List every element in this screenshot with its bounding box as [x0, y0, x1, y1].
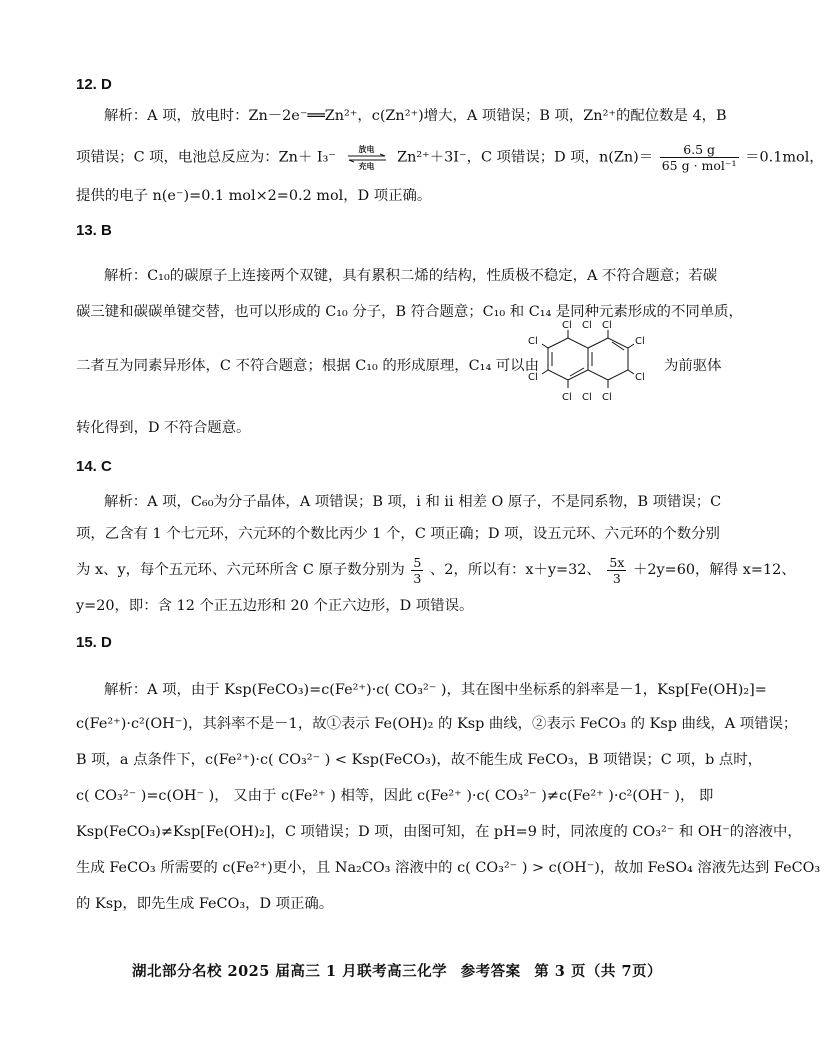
q15-line3: B 项，a 点条件下，c(Fe²⁺)·c( CO₃²⁻ ) < Ksp(FeCO₃)，故不能生成 FeCO₃，B 项错误；C 项，b 点时， — [76, 752, 763, 768]
cl-label: Cl — [582, 320, 592, 331]
cl-label: Cl — [562, 320, 572, 331]
fraction-numerator: 5x — [609, 554, 625, 570]
reversible-arrow — [347, 145, 387, 171]
q12-line2-part1: 项错误；C 项，电池总反应为：Zn＋ I₃⁻ — [76, 149, 336, 166]
cl-label: Cl — [602, 320, 612, 331]
q13-line4: 转化得到，D 不符合题意。 — [76, 420, 251, 436]
footer-exam-title: 湖北部分名校 2025 届高三 1 月联考高三化学 — [131, 963, 448, 980]
q15-line7: 的 Ksp，即先生成 FeCO₃，D 项正确。 — [76, 896, 334, 912]
q15-line6: 生成 FeCO₃ 所需要的 c(Fe²⁺)更小，且 Na₂CO₃ 溶液中的 c( CO₃²⁻ ) > c(OH⁻)，故加 FeSO₄ 溶液先达到 FeCO₃ — [76, 860, 821, 876]
arrow-label-charge: 充电 — [358, 160, 375, 171]
molecule-diagram — [518, 318, 660, 408]
fraction-numerator: 6.5 g — [660, 142, 739, 158]
q13-line3: 二者互为同素异形体，C 不符合题意；根据 C₁₀ 的形成原理，C₁₄ 可以由 — [76, 358, 539, 374]
q14-heading: 14. C — [76, 458, 112, 475]
q12-line2-part3: ＝0.1mol， — [745, 149, 824, 166]
cl-label: Cl — [635, 336, 645, 347]
q14-line3-part3: ＋2y=60，解得 x=12、 — [632, 562, 796, 578]
q13-line1: 解析：C₁₀的碳原子上连接两个双键，具有累积二烯的结构，性质极不稳定，A 不符合题意；若碳 — [104, 268, 718, 284]
cl-label: Cl — [528, 372, 538, 383]
q12-line2 — [76, 142, 824, 173]
q13-heading: 13. B — [76, 222, 112, 239]
q14-line3-part1: 为 x、y，每个五元环、六元环所含 C 原子数分别为 — [76, 562, 405, 578]
footer-page-number: 第 3 页（共 7页） — [534, 963, 663, 980]
zn-mole-fraction — [660, 142, 739, 173]
cl-label: Cl — [635, 372, 645, 383]
q12-heading: 12. D — [76, 76, 112, 93]
five-thirds-fraction — [411, 555, 423, 586]
q15-line2: c(Fe²⁺)·c²(OH⁻)，其斜率不是－1，故①表示 Fe(OH)₂ 的 Ksp 曲线，②表示 FeCO₃ 的 Ksp 曲线，A 项错误； — [76, 716, 798, 732]
chloro-anthracene-structure — [518, 318, 660, 408]
q14-line1: 解析：A 项，C₆₀为分子晶体，A 项错误；B 项，i 和 ii 相差 O 原子，不是同系物，B 项错误；C — [104, 494, 722, 510]
cl-label: Cl — [562, 392, 572, 403]
five-x-thirds-fraction — [607, 555, 626, 586]
q15-line5: Ksp(FeCO₃)≠Ksp[Fe(OH)₂]，C 项错误；D 项，由图可知，在 pH=9 时，同浓度的 CO₃²⁻ 和 OH⁻的溶液中， — [76, 824, 802, 840]
footer-answer-label: 参考答案 — [460, 963, 521, 980]
q13-line2: 碳三键和碳碳单键交替，也可以形成的 C₁₀ 分子，B 符合题意；C₁₀ 和 C₁₄ 是同种元素形成的不同单质， — [76, 304, 743, 320]
q13-line3-tail: 为前驱体 — [664, 358, 722, 374]
cl-label: Cl — [528, 336, 538, 347]
cl-label: Cl — [602, 392, 612, 403]
fraction-denominator: 65 g · mol⁻¹ — [661, 158, 737, 173]
fraction-denominator: 3 — [413, 570, 422, 586]
q12-line1: 解析：A 项，放电时：Zn－2e⁻══Zn²⁺，c(Zn²⁺)增大，A 项错误；B 项，Zn²⁺的配位数是 4，B — [104, 108, 727, 124]
q12-line3: 提供的电子 n(e⁻)=0.1 mol×2=0.2 mol，D 项正确。 — [76, 188, 432, 204]
cl-label: Cl — [582, 392, 592, 403]
q15-line1: 解析：A 项，由于 Ksp(FeCO₃)=c(Fe²⁺)·c( CO₃²⁻ )，其在图中坐标系的斜率是－1，Ksp[Fe(OH)₂]= — [104, 682, 767, 698]
q15-line4: c( CO₃²⁻ )=c(OH⁻ )， 又由于 c(Fe²⁺ ) 相等，因此 c(Fe²⁺ )·c( CO₃²⁻ )≠c(Fe²⁺ )·c²(OH⁻ )， 即 — [76, 788, 714, 804]
page-footer — [0, 960, 794, 981]
fraction-numerator: 5 — [413, 554, 422, 570]
arrow-label-discharge: 放电 — [358, 143, 375, 154]
q15-heading: 15. D — [76, 634, 112, 651]
q14-line2: 项，乙含有 1 个七元环，六元环的个数比丙少 1 个，C 项正确；D 项，设五元环、六元环的个数分别 — [76, 526, 720, 542]
q14-line3-part2: 、2，所以有：x＋y=32、 — [429, 562, 601, 578]
q14-line3 — [76, 552, 796, 588]
fraction-denominator: 3 — [612, 570, 621, 586]
q12-line2-part2: Zn²⁺＋3I⁻，C 项错误；D 项，n(Zn)＝ — [397, 149, 654, 166]
q14-line4: y=20，即：含 12 个正五边形和 20 个正六边形，D 项错误。 — [76, 598, 474, 614]
